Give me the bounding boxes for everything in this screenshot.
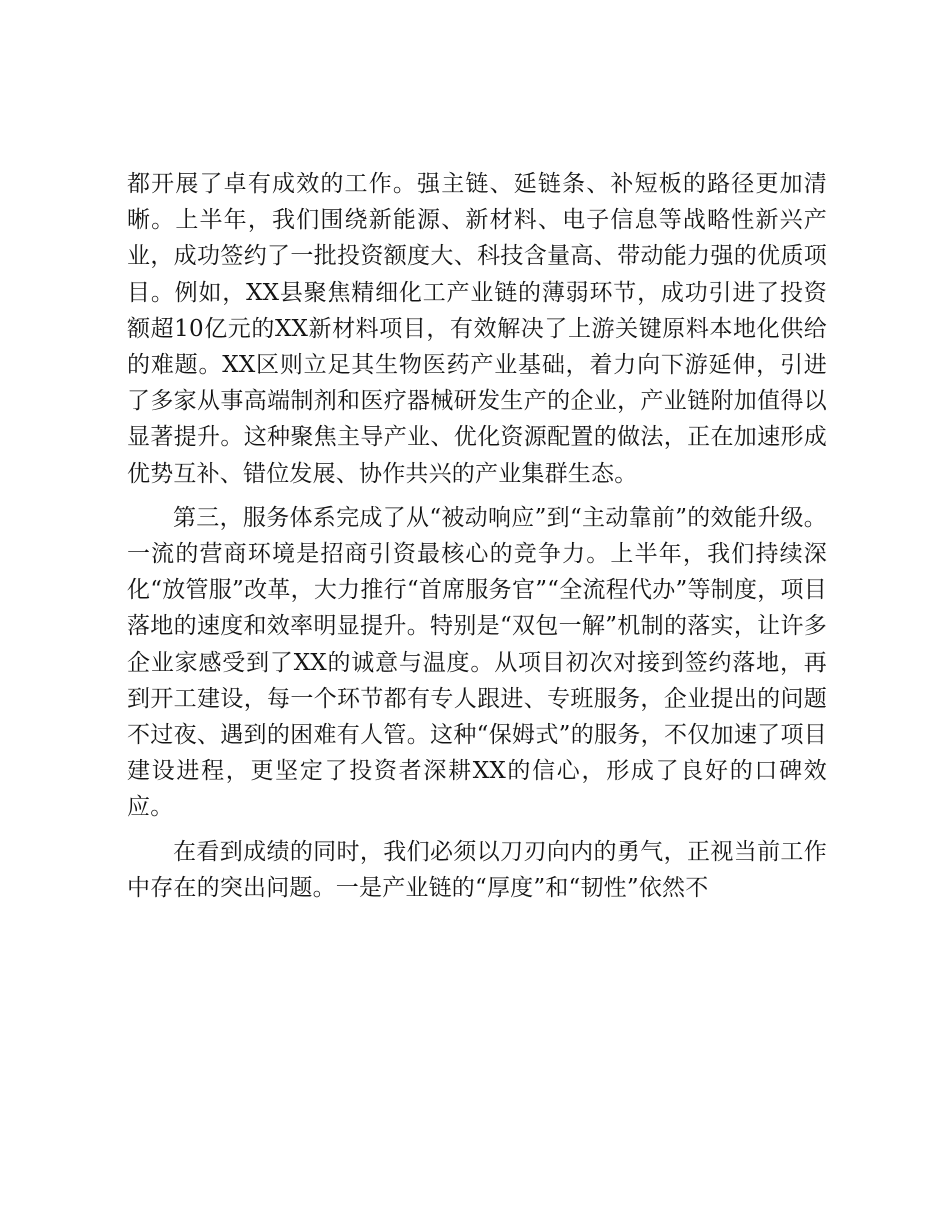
document-body bbox=[127, 166, 827, 906]
paragraph-3: 在看到成绩的同时，我们必须以刀刃向内的勇气，正视当前工作中存在的突出问题。一是产业链的“厚度”和“韧性”依然不 bbox=[127, 838, 827, 901]
paragraph-2: 第三，服务体系完成了从“被动响应”到“主动靠前”的效能升级。一流的营商环境是招商引资最核心的竞争力。上半年，我们持续深化“放管服”改革，大力推行“首席服务官”“全流程代办”等制度，项目落地的速度和效率明显提升。特别是“双包一解”机制的落实，让许多企业家感受到了XX的诚意与温度。从项目初次对接到签约落地，再到开工建设，每一个环节都有专人跟进、专班服务，企业提出的问题不过夜、遇到的困难有人管。这种“保姆式”的服务，不仅加速了项目建设进程，更坚定了投资者深耕XX的信心，形成了良好的口碑效应。 bbox=[127, 504, 827, 821]
paragraph-1: 都开展了卓有成效的工作。强主链、延链条、补短板的路径更加清晰。上半年，我们围绕新能源、新材料、电子信息等战略性新兴产业，成功签约了一批投资额度大、科技含量高、带动能力强的优质项目。例如，XX县聚焦精细化工产业链的薄弱环节，成功引进了投资额超10亿元的XX新材料项目，有效解决了上游关键原料本地化供给的难题。XX区则立足其生物医药产业基础，着力向下游延伸，引进了多家从事高端制剂和医疗器械研发生产的企业，产业链附加值得以显著提升。这种聚焦主导产业、优化资源配置的做法，正在加速形成优势互补、错位发展、协作共兴的产业集群生态。 bbox=[127, 171, 827, 487]
